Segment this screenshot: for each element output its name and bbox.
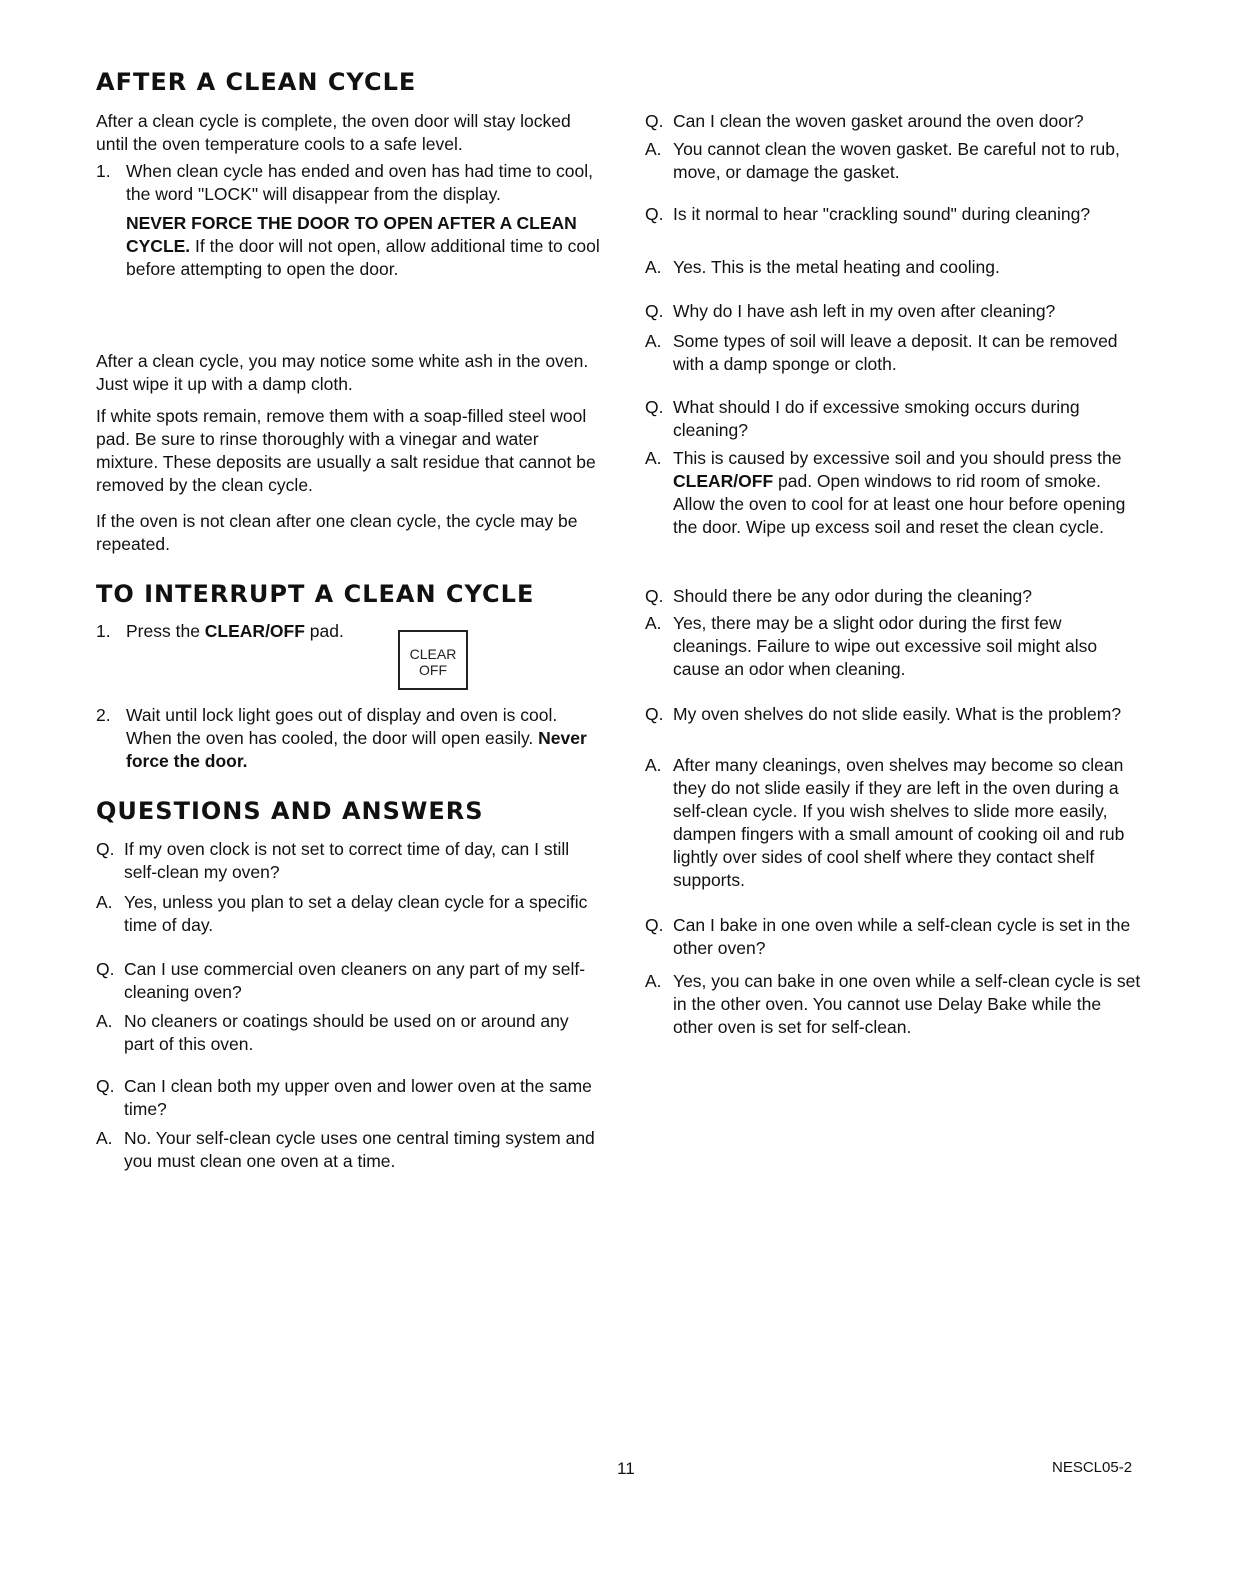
q-label: Q. bbox=[645, 704, 664, 724]
qa-answer bbox=[645, 447, 1145, 539]
qa-answer bbox=[645, 138, 1145, 184]
qa-question bbox=[645, 300, 1145, 323]
after-step-1-warning bbox=[126, 212, 601, 281]
q-label: Q. bbox=[645, 586, 664, 606]
answer-text-pre: This is caused by excessive soil and you should press the bbox=[673, 448, 1122, 468]
interrupt-step-2-text: Wait until lock light goes out of display and oven is cool. When the oven has cooled, the door will open easily. bbox=[126, 705, 558, 748]
qa-answer bbox=[96, 1127, 601, 1173]
after-intro-paragraph: After a clean cycle is complete, the oven door will stay locked until the oven temperature cools to a safe level. bbox=[96, 111, 571, 154]
interrupt-step-1 bbox=[96, 620, 601, 643]
warning-bold: NEVER FORCE THE DOOR TO OPEN AFTER A CLEAN CYCLE. bbox=[126, 213, 577, 256]
after-step-1 bbox=[96, 160, 601, 281]
answer-text: Yes. This is the metal heating and cooling. bbox=[673, 257, 1000, 277]
qa-answer bbox=[645, 330, 1145, 376]
interrupt-step-1-pre: Press the bbox=[126, 621, 205, 641]
qa-question bbox=[645, 585, 1145, 608]
answer-text: Yes, there may be a slight odor during the first few cleanings. Failure to wipe out excessive soil might also cause an odor when cleaning. bbox=[673, 613, 1098, 679]
pad-line-off: OFF bbox=[419, 662, 447, 678]
answer-text-post: pad. Open windows to rid room of smoke. Allow the oven to cool for at least one hour before opening the door. Wipe up excess soil and reset the clean cycle. bbox=[673, 471, 1126, 537]
qa-answer bbox=[96, 891, 601, 937]
document-code: NESCL05-2 bbox=[1052, 1459, 1133, 1476]
qa-answer bbox=[645, 612, 1145, 681]
question-text: Is it normal to hear "crackling sound" during cleaning? bbox=[673, 204, 1091, 224]
qa-question bbox=[645, 703, 1145, 726]
question-text: Can I clean both my upper oven and lower oven at the same time? bbox=[124, 1076, 592, 1119]
answer-text: Yes, unless you plan to set a delay clean cycle for a specific time of day. bbox=[124, 892, 588, 935]
question-text: What should I do if excessive smoking occurs during cleaning? bbox=[673, 397, 1080, 440]
question-text: If my oven clock is not set to correct time of day, can I still self-clean my oven? bbox=[124, 839, 570, 882]
q-label: Q. bbox=[96, 1076, 115, 1096]
q-label: Q. bbox=[96, 959, 115, 979]
qa-question bbox=[645, 203, 1145, 226]
qa-answer bbox=[645, 970, 1145, 1039]
step-number: 1. bbox=[96, 161, 111, 181]
question-text: Can I use commercial oven cleaners on any part of my self-cleaning oven? bbox=[124, 959, 586, 1002]
qa-question bbox=[96, 838, 601, 884]
step-number: 2. bbox=[96, 705, 111, 725]
qa-question bbox=[645, 914, 1145, 960]
heading-interrupt-clean-cycle: TO INTERRUPT A CLEAN CYCLE bbox=[96, 580, 535, 608]
qa-answer bbox=[96, 1010, 601, 1056]
a-label: A. bbox=[96, 1128, 113, 1148]
qa-question bbox=[645, 110, 1145, 133]
a-label: A. bbox=[645, 448, 662, 468]
qa-answer bbox=[645, 754, 1145, 892]
a-label: A. bbox=[645, 971, 662, 991]
pad-text bbox=[400, 646, 466, 678]
a-label: A. bbox=[645, 613, 662, 633]
after-step-1-text: When clean cycle has ended and oven has had time to cool, the word "LOCK" will disappear from the display. bbox=[126, 161, 593, 204]
a-label: A. bbox=[96, 1011, 113, 1031]
question-text: Can I bake in one oven while a self-clean cycle is set in the other oven? bbox=[673, 915, 1131, 958]
heading-questions-answers: QUESTIONS AND ANSWERS bbox=[96, 797, 484, 825]
page-number: 11 bbox=[617, 1459, 635, 1478]
qa-answer bbox=[645, 256, 1145, 279]
step-number: 1. bbox=[96, 621, 111, 641]
answer-text: Some types of soil will leave a deposit. It can be removed with a damp sponge or cloth. bbox=[673, 331, 1118, 374]
q-label: Q. bbox=[645, 915, 664, 935]
a-label: A. bbox=[645, 755, 662, 775]
qa-question bbox=[96, 1075, 601, 1121]
question-text: Why do I have ash left in my oven after cleaning? bbox=[673, 301, 1056, 321]
warning-rest: If the door will not open, allow additional time to cool before attempting to open the door. bbox=[126, 236, 600, 279]
q-label: Q. bbox=[96, 839, 115, 859]
q-label: Q. bbox=[645, 204, 664, 224]
question-text: Should there be any odor during the cleaning? bbox=[673, 586, 1033, 606]
qa-question bbox=[645, 396, 1145, 442]
pad-line-clear: CLEAR bbox=[409, 646, 457, 662]
after-paragraph-4: If the oven is not clean after one clean cycle, the cycle may be repeated. bbox=[96, 511, 578, 554]
heading-after-clean-cycle: AFTER A CLEAN CYCLE bbox=[96, 68, 417, 96]
a-label: A. bbox=[645, 139, 662, 159]
answer-text: After many cleanings, oven shelves may become so clean they do not slide easily if they are left in the oven during a self-clean cycle. If you wish shelves to slide more easily, dampen fingers with a small amount of cooking oil and rub lightly over sides of cool shelf where they contact shelf supports. bbox=[673, 755, 1125, 890]
a-label: A. bbox=[645, 257, 662, 277]
question-text: Can I clean the woven gasket around the oven door? bbox=[673, 111, 1084, 131]
q-label: Q. bbox=[645, 397, 664, 417]
q-label: Q. bbox=[645, 301, 664, 321]
answer-text: Yes, you can bake in one oven while a self-clean cycle is set in the other oven. You cannot use Delay Bake while the other oven is set for self-clean. bbox=[673, 971, 1141, 1037]
q-label: Q. bbox=[645, 111, 664, 131]
after-paragraph-2: After a clean cycle, you may notice some white ash in the oven. Just wipe it up with a damp cloth. bbox=[96, 351, 589, 394]
answer-text: No. Your self-clean cycle uses one central timing system and you must clean one oven at a time. bbox=[124, 1128, 595, 1171]
interrupt-step-1-post: pad. bbox=[304, 621, 344, 641]
answer-text: No cleaners or coatings should be used on or around any part of this oven. bbox=[124, 1011, 569, 1054]
clear-off-pad-icon bbox=[398, 630, 468, 690]
interrupt-step-2 bbox=[96, 704, 601, 773]
question-text: My oven shelves do not slide easily. What is the problem? bbox=[673, 704, 1122, 724]
clear-off-label: CLEAR/OFF bbox=[673, 471, 774, 491]
a-label: A. bbox=[96, 892, 113, 912]
interrupt-step-2-bold: Never force the door. bbox=[126, 728, 587, 771]
qa-question bbox=[96, 958, 601, 1004]
answer-text: You cannot clean the woven gasket. Be careful not to rub, move, or damage the gasket. bbox=[673, 139, 1120, 182]
clear-off-label: CLEAR/OFF bbox=[204, 621, 305, 641]
after-paragraph-3: If white spots remain, remove them with a soap-filled steel wool pad. Be sure to rinse thoroughly with a vinegar and water mixture. These deposits are usually a salt residue that cannot be removed by the clean cycle. bbox=[96, 406, 596, 495]
a-label: A. bbox=[645, 331, 662, 351]
